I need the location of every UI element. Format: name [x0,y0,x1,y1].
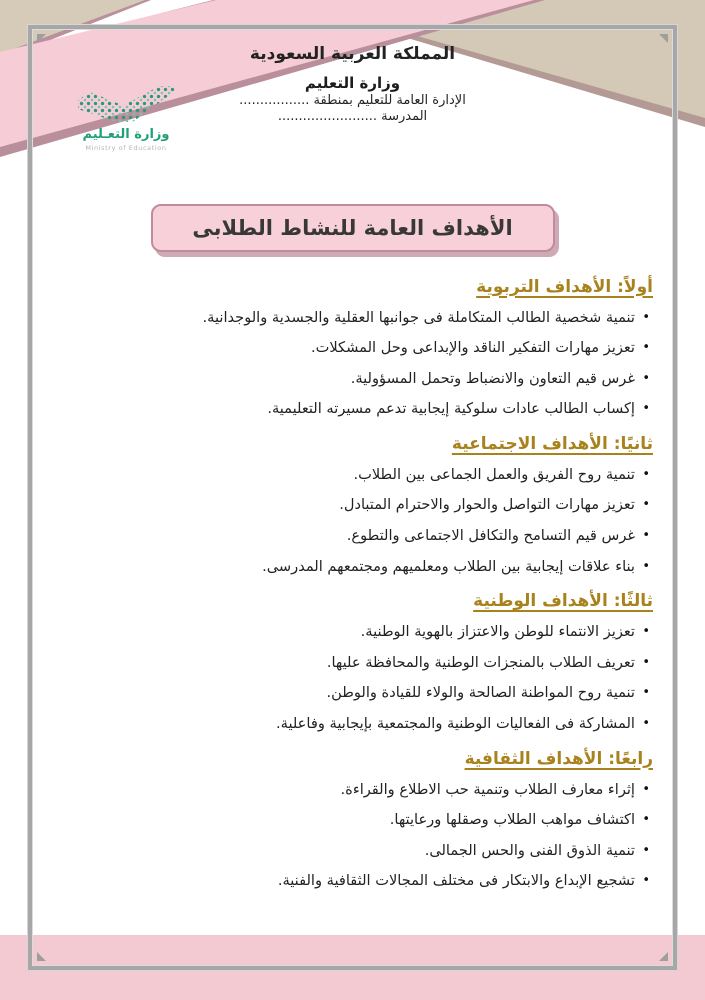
ministry-of-education-logo [66,86,186,152]
section-heading: ثالثًا: الأهداف الوطنية [473,591,653,612]
list-item: • تشجيع الإبداع والابتكار فى مختلف المجالات الثقافية والفنية. [52,866,653,897]
section-heading: أولاً: الأهداف التربوية [476,276,653,297]
moe-dots-emblem-icon [78,86,174,122]
moe-logo-english-label: Ministry of Education [85,144,167,152]
list-item: • بناء علاقات إيجابية بين الطلاب ومعلميهم ومجتمعهم المدرسى. [52,552,653,583]
list-item: • المشاركة فى الفعاليات الوطنية والمجتمعية بإيجابية وفاعلية. [52,709,653,740]
list-item: • تعزيز مهارات التواصل والحوار والاحترام المتبادل. [52,490,653,521]
section-national-objectives [52,590,653,739]
list-item: • إثراء معارف الطلاب وتنمية حب الاطلاع والقراءة. [52,775,653,806]
list-item: • تنمية روح الفريق والعمل الجماعى بين الطلاب. [52,460,653,491]
section-goal-list [52,617,653,739]
list-item: • تعريف الطلاب بالمنجزات الوطنية والمحافظة عليها. [52,648,653,679]
school-name-line: المدرسة ........................ [277,109,428,125]
objectives-content [0,252,705,898]
document-title-box [151,204,555,252]
page-title: الأهداف العامة للنشاط الطلابى [192,215,513,240]
list-item: • تعزيز الانتماء للوطن والاعتزاز بالهوية الوطنية. [52,617,653,648]
section-heading: رابعًا: الأهداف الثقافية [464,748,653,769]
section-heading: ثانيًا: الأهداف الاجتماعية [451,433,653,454]
ministry-name: وزارة التعليم [304,74,401,93]
list-item: • إكساب الطالب عادات سلوكية إيجابية تدعم مسيرته التعليمية. [52,394,653,425]
kingdom-calligraphy-text: المملكة العربية السعودية [249,44,456,64]
section-goal-list [52,460,653,582]
footer-pink-band [0,935,705,1000]
education-admin-line: الإدارة العامة للتعليم بمنطقة ................. [239,93,466,108]
list-item: • تعزيز مهارات التفكير الناقد والإبداعى وحل المشكلات. [52,333,653,364]
list-item: • اكتشاف مواهب الطلاب وصقلها ورعايتها. [52,805,653,836]
section-educational-objectives [52,276,653,425]
list-item: • تنمية الذوق الفنى والحس الجمالى. [52,836,653,867]
list-item: • تنمية روح المواطنة الصالحة والولاء للقيادة والوطن. [52,678,653,709]
list-item: • تنمية شخصية الطالب المتكاملة فى جوانبها العقلية والجسدية والوجدانية. [52,303,653,334]
section-social-objectives [52,433,653,582]
section-goal-list [52,303,653,425]
list-item: • غرس قيم التعاون والانضباط وتحمل المسؤولية. [52,364,653,395]
moe-logo-arabic-label: وزارة التعـليم [82,127,170,142]
list-item: • غرس قيم التسامح والتكافل الاجتماعى والتطوع. [52,521,653,552]
section-cultural-objectives [52,748,653,897]
section-goal-list [52,775,653,897]
